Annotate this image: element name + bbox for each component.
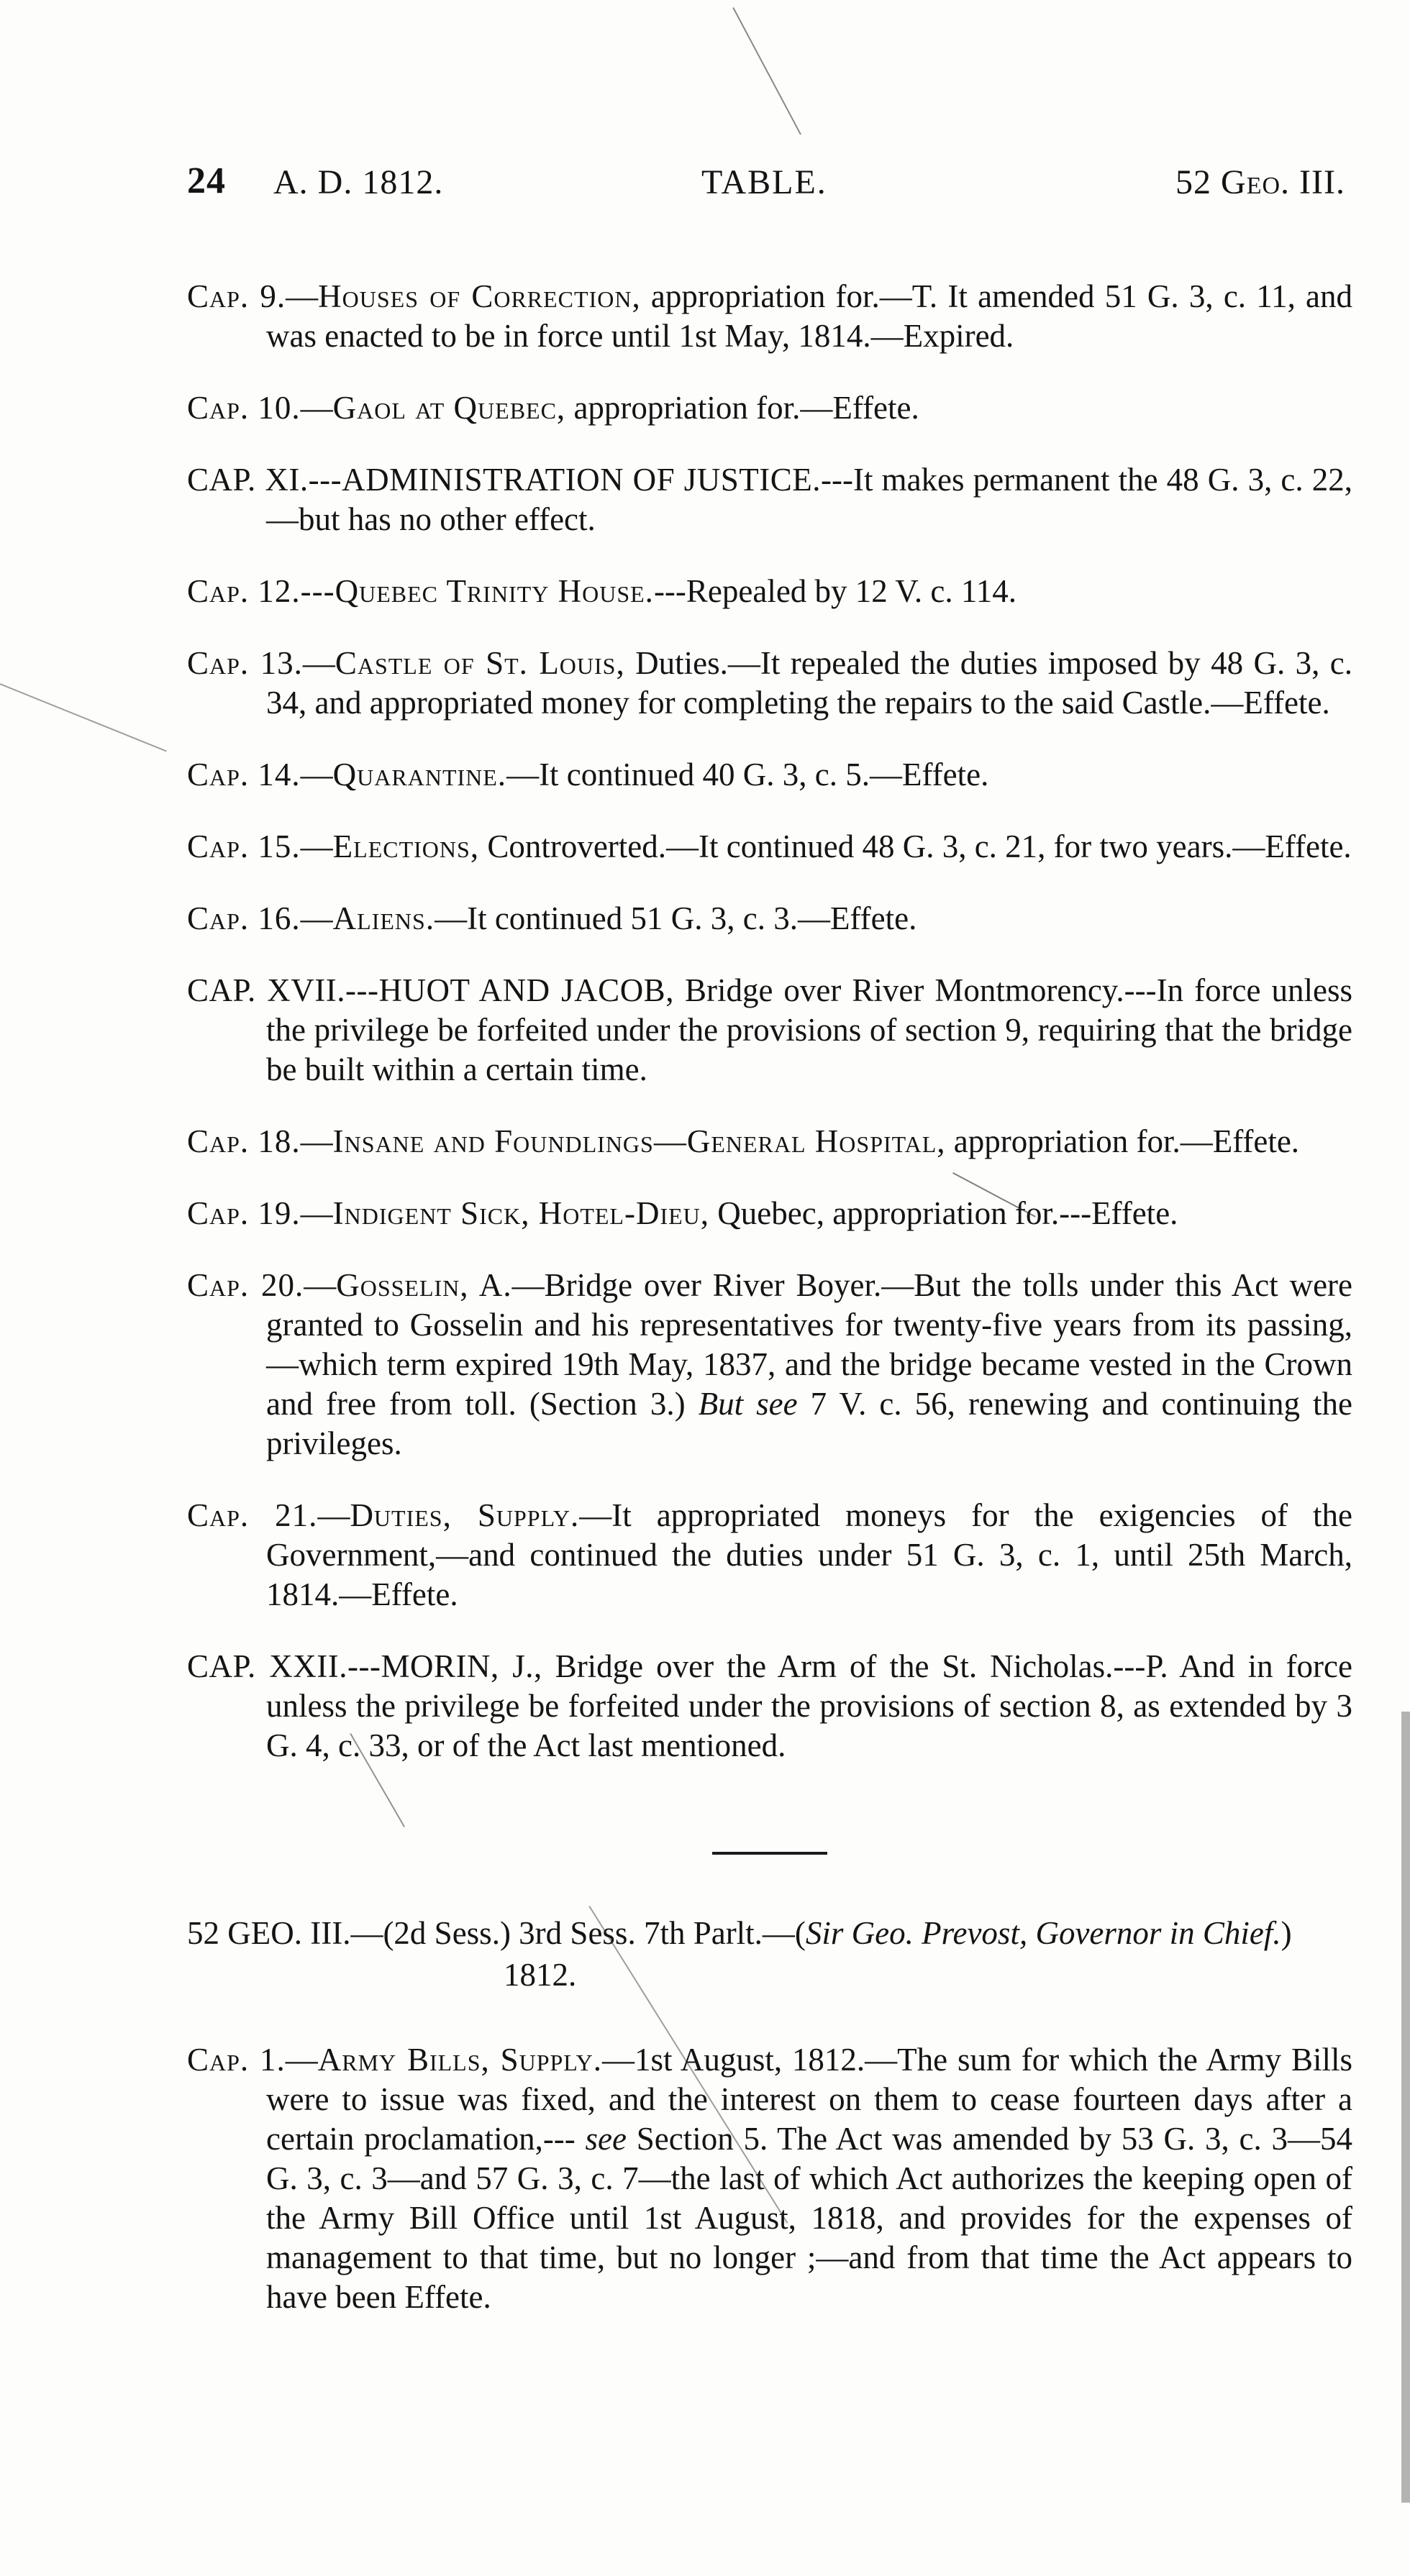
cap-subject: Indigent Sick, Hotel-Dieu, xyxy=(332,1195,710,1231)
cap-number: CAP. XVII. xyxy=(187,972,346,1008)
session-lead: 52 GEO. III.—(2d Sess.) 3rd Sess. 7th Parlt.—( xyxy=(187,1915,806,1951)
cap-text: Bridge over River Montmorency.---In force unless the privilege be forfeited under the provisions of section 9, requiring that the bridge be built within a certain time. xyxy=(266,972,1352,1087)
cap-number: Cap. 21. xyxy=(187,1497,318,1533)
cap-text: appropriation for.—T. It amended 51 G. 3, c. 11, and was enacted to be in force until 1st May, 1814.—Expired. xyxy=(266,278,1353,354)
cap-subject: Quarantine. xyxy=(332,757,507,793)
cap-subject: ---ADMINISTRATION OF JUSTICE. xyxy=(308,462,822,498)
cap-text: Controverted.—It continued 48 G. 3, c. 21, for two years.—Effete. xyxy=(479,828,1352,864)
cap-text: —It appropriated moneys for the exigencies of the Government,—and continued the duties under 51 G. 3, c. 1, until 25th March, 1814.—Effete. xyxy=(266,1497,1353,1612)
cap-subject: Houses of Correction, xyxy=(318,278,641,314)
cap-number: Cap. 18. xyxy=(187,1123,301,1159)
entry-cap-10: Cap. 10.—Gaol at Quebec, appropriation for.—Effete. xyxy=(187,390,919,426)
cap-number: Cap. 1. xyxy=(187,2042,286,2078)
cap-subject: ---Quebec Trinity House. xyxy=(300,573,654,609)
cap-subject: Elections, xyxy=(332,828,480,864)
entry-cap-15: Cap. 15.—Elections, Controverted.—It continued 48 G. 3, c. 21, for two years.—Effete. xyxy=(187,828,1352,864)
cap-text: —It continued 51 G. 3, c. 3.—Effete. xyxy=(435,900,917,936)
cap-subject: Gaol at Quebec, xyxy=(332,390,566,426)
entry-cap-14: Cap. 14.—Quarantine.—It continued 40 G. 3, c. 5.—Effete. xyxy=(187,757,989,793)
header-reign: 52 Geo. III. xyxy=(1175,163,1345,201)
cap-subject: Gosselin, A. xyxy=(336,1267,512,1303)
cap-subject: Aliens. xyxy=(332,900,435,936)
cap-text: appropriation for.—Effete. xyxy=(565,390,919,426)
cap-number: CAP. XI. xyxy=(187,462,309,498)
entries-list xyxy=(187,245,1352,2331)
session-governor: Sir Geo. Prevost, Governor in Chief. xyxy=(805,1915,1281,1951)
section-divider xyxy=(712,1852,827,1855)
page-header xyxy=(187,160,1352,217)
entry-cap-21: Cap. 21.—Duties, Supply.—It appropriated moneys for the exigencies of the Government,—and continued the duties under 51 G. 3, c. 1, until 25th March, 1814.—Effete. xyxy=(187,1497,1353,1612)
cap-subject: ---MORIN, J., xyxy=(347,1648,542,1684)
cap-text: ---It makes permanent the 48 G. 3, c. 22,—but has no other effect. xyxy=(266,462,1352,537)
cap-number: Cap. 9. xyxy=(187,278,286,314)
cap-number: Cap. 19. xyxy=(187,1195,301,1231)
scan-scratch-mark xyxy=(0,683,167,752)
cap-text-continued: 7 V. c. 56, renewing and continuing the privileges. xyxy=(266,1386,1352,1461)
cap-text: ---Repealed by 12 V. c. 114. xyxy=(653,573,1016,609)
cap-number: Cap. 14. xyxy=(187,757,301,793)
cap-subject: Army Bills, Supply. xyxy=(317,2042,603,2078)
cap-number: Cap. 16. xyxy=(187,900,301,936)
entry-cap-13: Cap. 13.—Castle of St. Louis, Duties.—It repealed the duties imposed by 48 G. 3, c. 34, and appropriated money for completing the repairs to the said Castle.—Effete. xyxy=(187,645,1353,721)
header-title: TABLE. xyxy=(701,163,827,201)
cap-text: —It continued 40 G. 3, c. 5.—Effete. xyxy=(506,757,989,793)
cap-italic-reference: But see xyxy=(698,1386,798,1422)
cap-text: Bridge over the Arm of the St. Nicholas.---P. And in force unless the privilege be forfeited under the provisions of section 8, as extended by 3 G. 4, c. 33, or of the Act last mentioned. xyxy=(266,1648,1352,1763)
cap-number: Cap. 13. xyxy=(187,645,303,681)
cap-subject: Insane and Foundlings—General Hospital, xyxy=(332,1123,946,1159)
entry-cap-18: Cap. 18.—Insane and Foundlings—General Hospital, appropriation for.—Effete. xyxy=(187,1123,1300,1159)
entry-cap-xxii xyxy=(187,1647,1352,1766)
session-tail: ) 1812. xyxy=(504,1915,1292,1993)
cap-subject: ---HUOT AND JACOB, xyxy=(345,972,674,1008)
cap-text: appropriation for.—Effete. xyxy=(945,1123,1300,1159)
entry-cap-9: Cap. 9.—Houses of Correction, appropriation for.—T. It amended 51 G. 3, c. 11, and was enacted to be in force until 1st May, 1814.—Expired. xyxy=(187,278,1353,354)
header-year: A. D. 1812. xyxy=(273,163,444,201)
cap-number: Cap. 15. xyxy=(187,828,301,864)
entry-cap-xi xyxy=(187,460,1352,539)
cap-subject: Castle of St. Louis, xyxy=(335,645,625,681)
page-number: 24 xyxy=(187,160,226,201)
cap-text: Quebec, appropriation for.---Effete. xyxy=(709,1195,1178,1231)
cap-italic-reference: see xyxy=(585,2121,627,2157)
cap-text: —Bridge over River Boyer.—But the tolls under this Act were granted to Gosselin and his representatives for twenty-five years from its passing,—which term expired 19th May, 1837, and the bridge became vested in the Crown and free from toll. (Section 3.) xyxy=(266,1267,1352,1422)
cap-number: Cap. 20. xyxy=(187,1267,304,1303)
entry-cap-xvii xyxy=(187,971,1352,1090)
entry-cap-12 xyxy=(187,572,1352,611)
entry-cap-16: Cap. 16.—Aliens.—It continued 51 G. 3, c. 3.—Effete. xyxy=(187,900,917,936)
cap-text: Duties.—It repealed the duties imposed by 48 G. 3, c. 34, and appropriated money for completing the repairs to the said Castle.—Effete. xyxy=(266,645,1353,721)
cap-number: Cap. 12. xyxy=(187,573,301,609)
cap-number: CAP. XXII. xyxy=(187,1648,347,1684)
cap-number: Cap. 10. xyxy=(187,390,301,426)
entry-cap-20: Cap. 20.—Gosselin, A.—Bridge over River Boyer.—But the tolls under this Act were granted to Gosselin and his representatives for twenty-five years from its passing,—which term expired 19th May, 1837, and the bridge became vested in the Crown and free from toll. (Section 3.) But see 7 V. c. 56, renewing and continuing the privileges. xyxy=(187,1267,1352,1461)
cap-text: —1st August, 1812.—The sum for which the Army Bills were to issue was fixed, and the interest on them to cease fourteen days after a certain proclamation,--- xyxy=(266,2042,1352,2157)
entry-session-cap-1: Cap. 1.—Army Bills, Supply.—1st August, 1812.—The sum for which the Army Bills were to issue was fixed, and the interest on them to cease fourteen days after a certain proclamation,--- see Section 5. The Act was amended by 53 G. 3, c. 3—54 G. 3, c. 3—and 57 G. 3, c. 7—the last of which Act authorizes the keeping open of the Army Bill Office until 1st August, 1818, and provides for the expenses of management to that time, but no longer ;—and from that time the Act appears to have been Effete. xyxy=(187,2042,1352,2315)
session-heading xyxy=(187,1912,1352,1996)
cap-text-continued: Section 5. The Act was amended by 53 G. 3, c. 3—54 G. 3, c. 3—and 57 G. 3, c. 7—the last of which Act authorizes the keeping open of the Army Bill Office until 1st August, 1818, and provides for the expenses of management to that time, but no longer ;—and from that time the Act appears to have been Effete. xyxy=(266,2121,1352,2315)
cap-subject: Duties, Supply. xyxy=(350,1497,580,1533)
entry-cap-19: Cap. 19.—Indigent Sick, Hotel-Dieu, Quebec, appropriation for.---Effete. xyxy=(187,1195,1178,1231)
scan-edge-mark xyxy=(1401,1712,1410,2503)
document-page xyxy=(187,0,1352,2576)
